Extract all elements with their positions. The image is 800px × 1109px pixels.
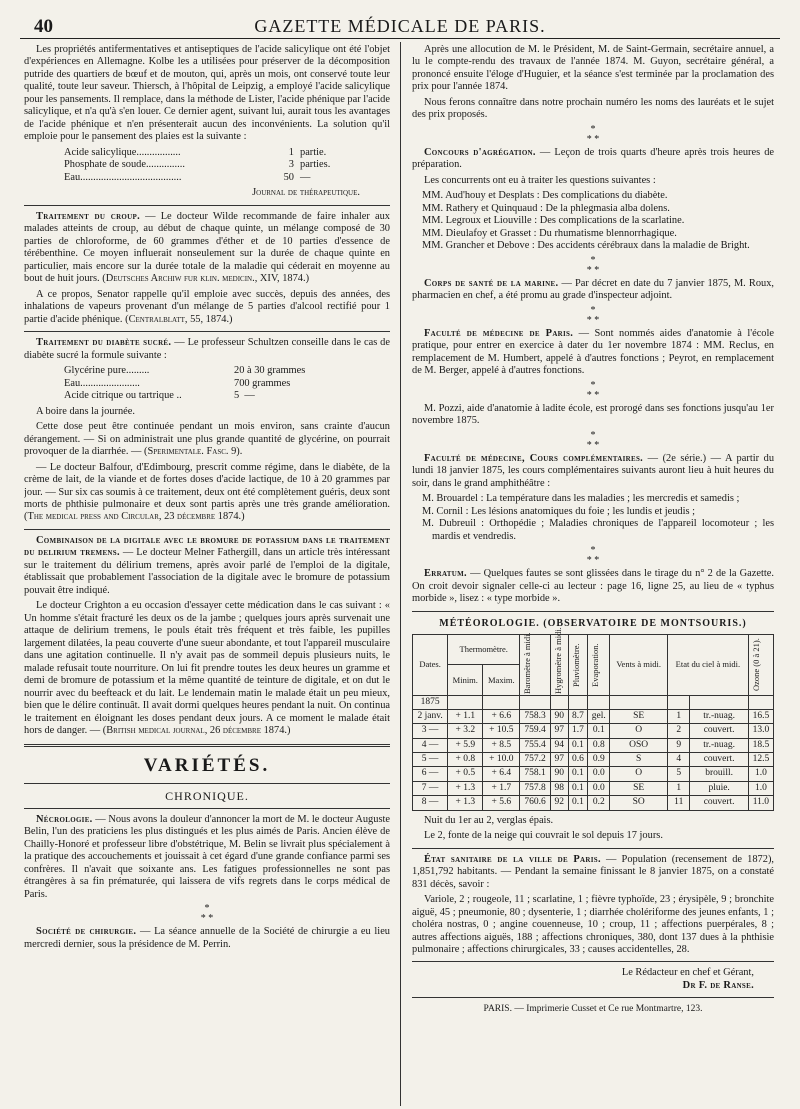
table-cell: 757.8 [520, 781, 551, 795]
societe-article: Société de chirurgie. — La séance annuelle de la Société de chirurgie a eu lieu mercredi dernier, sous la présidence de M. Perrin. [24, 926, 390, 950]
table-cell: 4 [668, 753, 690, 767]
table-row [413, 709, 774, 723]
croup-article: Traitement du croup. — Le docteur Wilde recommande de faire inhaler aux malades atteints de croup, au début de chaque quinte, un mélange composé de 30 parties de chloroforme, de 60 grammes d'éther et de 10 parties d'essence de térébenthine. Ce moyen influerait nonseulement sur la durée de chaque quinte en particulier, mais encore sur la durée totale de la maladie qui céderait en moyenne au bout de huit jours. (Deutsches Archiw fur klin. medicin., XIV, 1874.) [24, 210, 390, 285]
table-cell: + 3.2 [448, 724, 483, 738]
societe-continued: Après une allocution de M. le Président, M. de Saint-Germain, secrétaire annuel, a lu le compte-rendu des travaux de l'année 1874. M. Guyon, secrétaire général, a prononcé ensuite l'éloge d'Huguier, et la séance s'est terminée par la proclamation des prix pour l'année 1874. [412, 44, 774, 93]
separator-asterisks: * * * [586, 545, 600, 567]
table-cell: 8 — [413, 796, 448, 810]
table-cell: 1.7 [568, 724, 588, 738]
table-cell: pluie. [690, 781, 748, 795]
table-row [413, 753, 774, 767]
table-cell: 13.0 [748, 724, 773, 738]
meteo-notes [412, 815, 774, 843]
salicylic-paragraph: Les propriétés antifermentatives et antiseptiques de l'acide salicylique ont été l'objet d'expériences en Allemagne. Kolbe les a utilisées pour préserver de la décomposition putride des quartiers de bœuf et de mouton, qui, après un mois, ont conservé toute leur qualité, toute leur saveur. Thiersch, à l'hôpital de Leipzig, a employé l'acide salicylique pour les pansements. Il remplace, dans la méthode de Lister, l'acide phénique par l'acide salicylique, et n'a qu'à s'en louer. Ce dernier agent, suivant lui, aurait tous les avantages de l'acide phénique et n'en présenterait aucun des inconvénients. La solution qu'il emploie pour le pansement des plaies est la suivante : [24, 44, 390, 143]
table-cell: 5 — [413, 753, 448, 767]
table-cell: couvert. [690, 796, 748, 810]
agregation-article: Concours d'agrégation. — Leçon de trois quarts d'heure après trois heures de préparation. [412, 146, 774, 171]
recipe-line: Eau....................................... 50 — [64, 171, 311, 183]
erratum-article: Erratum. — Quelques fautes se sont glissées dans le tirage du n° 2 de la Gazette. On croit devoir signaler celle-ci au lecteur : page 16, ligne 25, au lieu de « typhus morbide », lisez : « type morbide ». [412, 568, 774, 605]
diabetes-note: A boire dans la journée. [36, 405, 135, 417]
signature-name: Dr F. de Ranse. [682, 979, 754, 991]
diabetes-paragraph: Cette dose peut être continuée pendant un mois environ, sans crainte d'aucun dérangement. — Si on administrait une plus grande quantité de glycérine, on pourrait provoquer de la diarrhée. — (Sperimentale. Fasc. 9). [24, 421, 390, 458]
table-cell: 2 janv. [413, 709, 448, 723]
table-cell: 0.0 [588, 767, 610, 781]
recipe-salicylic [64, 147, 390, 184]
table-cell: 16.5 [748, 709, 773, 723]
crighton-paragraph: Le docteur Crighton a eu occasion d'essayer cette médication dans le cas suivant : « Un homme s'était fracturé les deux os de la jambe ; quelques jours après survenait une attaque de delirium tremens, le pouls était très fréquent et très faible, les pupilles largement dilatées, la peau couverte d'une sueur abondante, et tout l'appareil musculaire dans une agitation continuelle. Il n'y avait pas de sommeil depuis plusieurs nuits, le malade refusait toute nourriture. On lui fit prendre toutes les deux heures un gramme et demi de bromure de potassium et la même quantité de teinture de digitale, et on dut le nourrir avec du beefteack et du lait. Le lendemain matin le malade était un peu mieux, bien que le délire continuât. Il avait dormi quelques heures pendant la nuit. On continua le traitement en éloignant les doses pendant deux jours. A ce moment le malade était hors de danger. — (British medical journal, 26 décembre 1874.) [24, 600, 390, 737]
table-cell: SE [610, 709, 668, 723]
etat-sanitaire-article: État sanitaire de la ville de Paris. — Population (recensement de 1872), 1,851,792 habitants. — Pendant la semaine finissant le 8 janvier 1875, on a constaté 831 décès, savoir : [412, 853, 774, 890]
journal-title: GAZETTE MÉDICALE DE PARIS. [254, 16, 546, 36]
table-cell: + 10.5 [483, 724, 520, 738]
meteo-note: Nuit du 1er au 2, verglas épais. [424, 814, 554, 826]
col-vents: Vents à midi. [610, 634, 668, 695]
col-minim: Minim. [448, 665, 483, 696]
separator-asterisks: * * * [586, 123, 600, 145]
table-cell: + 1.1 [448, 709, 483, 723]
table-cell: 92 [550, 796, 568, 810]
table-cell: 757.2 [520, 753, 551, 767]
section-rule [24, 783, 390, 784]
list-item: MM. Rathery et Quinquaud : De la phlegmasia alba dolens. [422, 202, 670, 214]
balfour-paragraph: — Le docteur Balfour, d'Edimbourg, prescrit comme régime, dans le diabète, de la crème de lait, de la viande et de fortes doses d'acide lactique, de 10 à 20 grammes par jour. — Sur six cas soumis à ce traitement, deux ont été complètement guéris, deux sont morts de phthisie pulmonaire et deux sont partis après une très grande amélioration. (The medical press and Circular, 23 décembre 1874.) [24, 461, 390, 523]
section-rule [412, 997, 774, 998]
signature-line: Le Rédacteur en chef et Gérant, [621, 967, 754, 979]
table-row [413, 738, 774, 752]
section-rule [24, 205, 390, 206]
table-cell: OSO [610, 738, 668, 752]
list-item: MM. Legroux et Liouville : Des complications de la scarlatine. [422, 215, 685, 227]
table-cell: S [610, 753, 668, 767]
section-rule [24, 529, 390, 530]
table-cell: 1 [668, 781, 690, 795]
table-cell: 97 [550, 753, 568, 767]
list-item: M. Dubreuil : Orthopédie ; Maladies chroniques de l'appareil locomoteur ; les mardis et vendredis. [422, 518, 774, 542]
table-cell: 0.1 [568, 796, 588, 810]
table-cell: 0.8 [588, 738, 610, 752]
col-thermometre: Thermomètre. [448, 634, 520, 665]
table-cell: 0.0 [588, 781, 610, 795]
table-cell: 5 [668, 767, 690, 781]
agregation-intro: Les concurrents ont eu à traiter les questions suivantes : [424, 174, 656, 186]
recipe-line: Acide salicylique................. 1 partie. [64, 146, 327, 158]
table-cell: 94 [550, 738, 568, 752]
table-cell: + 0.5 [448, 767, 483, 781]
table-cell: 760.6 [520, 796, 551, 810]
col-dates: Dates. [413, 634, 448, 695]
table-cell: O [610, 724, 668, 738]
table-cell: + 1.3 [448, 796, 483, 810]
table-cell: 0.1 [568, 781, 588, 795]
list-item: MM. Grancher et Debove : Des accidents cérébraux dans la maladie de Bright. [422, 240, 750, 252]
table-cell: 11.0 [748, 796, 773, 810]
table-cell: 12.5 [748, 753, 773, 767]
pozzi-paragraph: M. Pozzi, aide d'anatomie à ladite école, est prorogé dans ses fonctions jusqu'au 1er novembre 1875. [412, 402, 774, 427]
table-cell: + 6.6 [483, 709, 520, 723]
table-cell: 0.1 [588, 724, 610, 738]
table-cell: O [610, 767, 668, 781]
left-column [24, 44, 390, 1104]
recipe-line: Phosphate de soude............... 3 parties. [64, 159, 331, 171]
list-item: MM. Aud'houy et Desplats : Des complications du diabète. [422, 190, 668, 202]
separator-asterisks: * * * [586, 254, 600, 276]
separator-asterisks: * * * [200, 903, 214, 925]
table-cell: + 1.7 [483, 781, 520, 795]
section-rule [412, 611, 774, 612]
meteo-note: Le 2, fonte de la neige qui couvrait le sol depuis 17 jours. [424, 830, 663, 842]
table-cell: + 0.8 [448, 753, 483, 767]
separator-asterisks: * * * [586, 379, 600, 401]
table-cell: 8.7 [568, 709, 588, 723]
diabetes-article: Traitement du diabète sucré. — Le professeur Schultzen conseille dans le cas de diabète sucré la formule suivante : [24, 337, 390, 361]
chronique-heading: CHRONIQUE. [165, 788, 249, 803]
table-cell: 98 [550, 781, 568, 795]
digitalis-article: Combinaison de la digitale avec le bromure de potassium dans le traitement du delirium tremens. — Le docteur Melner Fathergill, dans un article très intéressant sur le traitement du délirium tremens, après avoir parlé de l'emploi de la digitale, établissait que probablement l'association de la digitale avec le bromure de potassium pouvait être indiqué. [24, 534, 390, 596]
societe-note: Nous ferons connaître dans notre prochain numéro les noms des lauréats et le sujet des prix proposés. [412, 96, 774, 121]
section-rule [24, 331, 390, 332]
table-cell: + 5.6 [483, 796, 520, 810]
table-cell: 0.9 [588, 753, 610, 767]
meteorology-table [412, 626, 774, 811]
table-cell: 90 [550, 709, 568, 723]
table-cell: gel. [588, 709, 610, 723]
table-cell: 758.3 [520, 709, 551, 723]
table-cell: 3 — [413, 724, 448, 738]
varietes-heading: VARIÉTÉS. [143, 754, 271, 776]
table-cell: tr.-nuag. [690, 709, 748, 723]
agregation-list [412, 190, 774, 252]
table-cell: 18.5 [748, 738, 773, 752]
table-cell: 0.6 [568, 753, 588, 767]
cours-article: Faculté de médecine, Cours complémentaires. — (2e série.) — A partir du lundi 18 janvier 1875, les cours complémentaires suivants auront lieu à huit heures du soir, dans le grand amphithéâtre : [412, 452, 774, 489]
table-cell: + 10.0 [483, 753, 520, 767]
table-cell: 90 [550, 767, 568, 781]
table-cell: couvert. [690, 724, 748, 738]
table-row [413, 724, 774, 738]
col-ozone: Ozone (0 à 21). [750, 638, 761, 691]
table-row [413, 796, 774, 810]
table-cell: 0.2 [588, 796, 610, 810]
etat-sanitaire-details: Variole, 2 ; rougeole, 11 ; scarlatine, 1 ; fièvre typhoïde, 23 ; érysipèle, 9 ; bronchite aiguë, 45 ; pneumonie, 80 ; dysenterie, 1 ; diarrhée cholériforme des jeunes enfants, 1 ; choléra nostras, 0 ; angine couenneuse, 10 ; croup, 11 ; affections puerpérales, 8 ; autres affections aiguës, 188 ; affections chroniques, 380, dont 137 dues à la phthisie pulmonaire ; affections chirurgicales, 33 ; causes accidentelles, 28. [412, 894, 774, 955]
source-citation: Journal de thérapeutique. [252, 187, 360, 199]
table-row [413, 781, 774, 795]
table-row [413, 767, 774, 781]
table-cell: 1.0 [748, 767, 773, 781]
list-item: MM. Dieulafoy et Grasset : Du rhumatisme blennorrhagique. [422, 227, 677, 239]
section-rule [412, 961, 774, 962]
table-cell: 758.1 [520, 767, 551, 781]
table-cell: couvert. [690, 753, 748, 767]
marine-article: Corps de santé de la marine. — Par décret en date du 7 janvier 1875, M. Roux, pharmacien en chef, a été promu au grade d'inspecteur adjoint. [412, 277, 774, 302]
table-cell: 11 [668, 796, 690, 810]
table-cell: 4 — [413, 738, 448, 752]
table-cell: + 8.5 [483, 738, 520, 752]
table-cell: brouill. [690, 767, 748, 781]
table-cell: 1875 [413, 695, 448, 709]
table-cell: + 6.4 [483, 767, 520, 781]
col-ciel: Etat du ciel à midi. [668, 634, 749, 695]
imprint-footer: PARIS. — Imprimerie Cusset et Ce rue Montmartre, 123. [483, 1004, 703, 1015]
right-column [412, 44, 774, 1104]
table-cell: 6 — [413, 767, 448, 781]
column-divider [400, 42, 401, 1106]
senator-paragraph: A ce propos, Senator rappelle qu'il emploie avec succès, depuis des années, des inhalations de vapeurs provenant d'un mélange de 5 parties d'alcool rectifié pour 1 partie d'acide phénique. (Centralblatt, 55, 1874.) [24, 288, 390, 325]
table-cell: 755.4 [520, 738, 551, 752]
list-item: M. Cornil : Les lésions anatomiques du foie ; les lundis et jeudis ; [422, 505, 696, 517]
col-pluviometre: Pluviomètre. [570, 642, 581, 687]
separator-asterisks: * * * [586, 304, 600, 326]
page-number: 40 [34, 16, 53, 37]
table-cell: 9 [668, 738, 690, 752]
table-cell: 0.1 [568, 767, 588, 781]
meteorology-title: MÉTÉOROLOGIE. (OBSERVATOIRE DE MONTSOURIS.) [439, 617, 747, 629]
table-cell: 759.4 [520, 724, 551, 738]
table-cell: 1.0 [748, 781, 773, 795]
table-cell: SE [610, 781, 668, 795]
section-rule [412, 848, 774, 849]
necrology-article: Nécrologie. — Nous avons la douleur d'annoncer la mort de M. le docteur Auguste Belin, l'un des praticiens les plus distingués et les plus aimés de Paris. Ancien élève de Chailly-Honoré et professeur libre d'obstétrique, M. Belin se livrait plus spécialement à la pratique des accouchements et jouissait à cet égard d'une grande confiance parmi ses confrères. Il n'avait que soixante ans. Les fatigues professionnelles ne sont pas étrangères à sa fin prématurée, qui laissera de vifs regrets dans le corps médical de Paris. [24, 813, 390, 900]
table-cell: tr.-nuag. [690, 738, 748, 752]
double-rule [24, 744, 390, 747]
col-maxim: Maxim. [483, 665, 520, 696]
col-hygrometre: Hygromètre à midi. [552, 626, 563, 694]
page-header [20, 14, 780, 39]
table-cell: 2 [668, 724, 690, 738]
faculte-article: Faculté de médecine de Paris. — Sont nommés aides d'anatomie à l'école pratique, pour entrer en exercice à dater du 1er novembre 1874 : MM. Reclus, en remplacement de M. Humbert, appelé à d'autres fonctions ; Peyrot, en remplacement de M. Berger, appelé à d'autres fonctions. [412, 327, 774, 377]
separator-asterisks: * * * [586, 429, 600, 451]
table-cell: 0.1 [568, 738, 588, 752]
section-rule [24, 808, 390, 809]
table-cell: 97 [550, 724, 568, 738]
col-barometre: Baromètre à midi. [522, 631, 533, 694]
col-evaporation: Evaporation. [590, 642, 601, 687]
cours-list [412, 493, 774, 543]
recipe-line: Eau....................... 700 grammes [64, 377, 291, 389]
list-item: M. Brouardel : La température dans les maladies ; les mercredis et samedis ; [422, 493, 740, 505]
table-cell: + 1.3 [448, 781, 483, 795]
recipe-diabetes [64, 365, 390, 402]
recipe-line: Acide citrique ou tartrique .. 5 — [64, 390, 255, 402]
table-cell: 7 — [413, 781, 448, 795]
recipe-line: Glycérine pure......... 20 à 30 grammes [64, 365, 306, 377]
table-cell: SO [610, 796, 668, 810]
table-cell: + 5.9 [448, 738, 483, 752]
table-cell: 1 [668, 709, 690, 723]
